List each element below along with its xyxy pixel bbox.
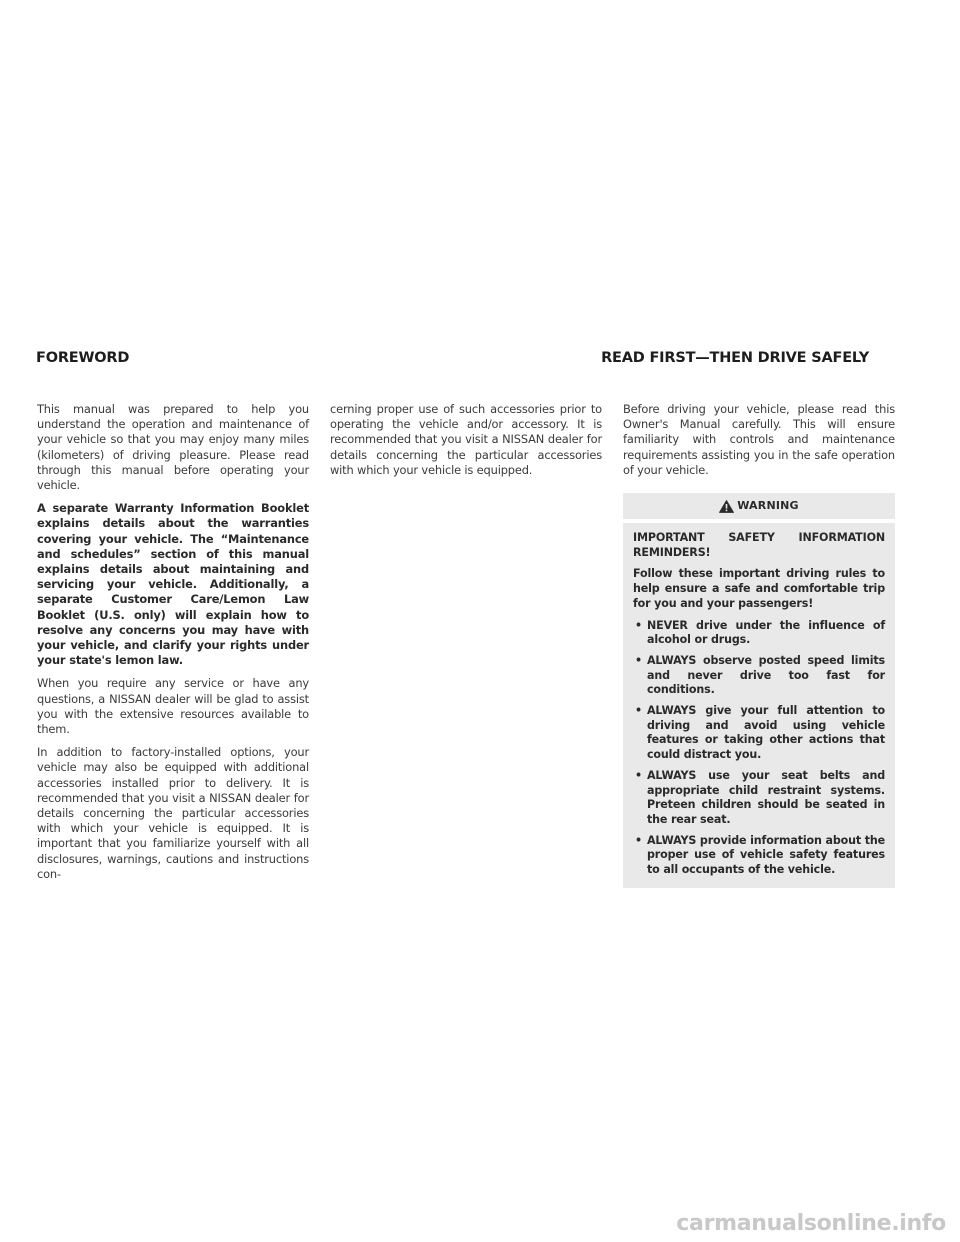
read-first-heading: READ FIRST—THEN DRIVE SAFELY — [601, 350, 869, 366]
bullet: • — [635, 833, 642, 847]
warning-title: WARNING — [737, 499, 799, 513]
read-first-intro: Before driving your vehicle, please read this Owner's Manual carefully. This will ensure familiarity with controls and maintenance requirements assisting you in the safe operation of your vehicle. — [623, 402, 895, 477]
warning-item — [633, 619, 885, 648]
warning-heading: IMPORTANT SAFETY INFORMATION REMINDERS! — [633, 531, 885, 559]
foreword-heading: FOREWORD — [36, 350, 130, 366]
warning-item-text: NEVER drive under the influence of alcohol or drugs. — [647, 618, 885, 647]
read-first-column — [623, 402, 895, 888]
foreword-paragraph-3: When you require any service or have any questions, a NISSAN dealer will be glad to assist you with the extensive resources available to them. — [37, 676, 309, 737]
bullet: • — [635, 704, 642, 718]
warning-item — [633, 654, 885, 698]
foreword-paragraph-5: cerning proper use of such accessories prior to operating the vehicle and/or accessory. It is recommended that you visit a NISSAN dealer for details concerning the particular accessories with which your vehicle is equipped. — [330, 402, 602, 477]
warning-title-bar — [623, 493, 895, 523]
warning-box — [623, 493, 895, 888]
bullet: • — [635, 653, 642, 667]
warning-item-text: ALWAYS provide information about the proper use of vehicle safety features to all occupants of the vehicle. — [647, 833, 885, 877]
warning-triangle-icon — [719, 500, 734, 513]
foreword-column-1 — [37, 402, 309, 890]
warning-item — [633, 704, 885, 763]
foreword-warranty-paragraph: A separate Warranty Information Booklet explains details about the warranties covering your vehicle. The “Maintenance and schedules” section of this manual explains details about maintaining and servicing your vehicle. Additionally, a separate Customer Care/Lemon Law Booklet (U.S. only) will explain how to resolve any concerns you may have with your vehicle, and clarify your rights under your state's lemon law. — [37, 501, 309, 668]
foreword-column-2 — [330, 402, 602, 486]
warning-item-text: ALWAYS observe posted speed limits and never drive too fast for conditions. — [647, 653, 885, 697]
warning-item-text: ALWAYS use your seat belts and appropriate child restraint systems. Preteen children should be seated in the rear seat. — [647, 768, 885, 826]
bullet: • — [635, 768, 642, 782]
warning-item — [633, 769, 885, 828]
warning-lead: Follow these important driving rules to help ensure a safe and comfortable trip for you and your passengers! — [633, 567, 885, 610]
warning-item — [633, 834, 885, 878]
foreword-paragraph-1: This manual was prepared to help you understand the operation and maintenance of your vehicle so that you may enjoy many miles (kilometers) of driving pleasure. Please read through this manual before operating your vehicle. — [37, 402, 309, 493]
warning-body — [623, 523, 895, 878]
warning-list — [633, 619, 885, 878]
watermark: carmanualsonline.info — [676, 1211, 946, 1236]
foreword-paragraph-4: In addition to factory-installed options, your vehicle may also be equipped with additional accessories installed prior to delivery. It is recommended that you visit a NISSAN dealer for details concerning the particular accessories with which your vehicle is equipped. It is important that you familiarize yourself with all disclosures, warnings, cautions and instructions con- — [37, 745, 309, 881]
bullet: • — [635, 618, 642, 632]
warning-item-text: ALWAYS give your full attention to driving and avoid using vehicle features or taking other actions that could distract you. — [647, 704, 885, 762]
